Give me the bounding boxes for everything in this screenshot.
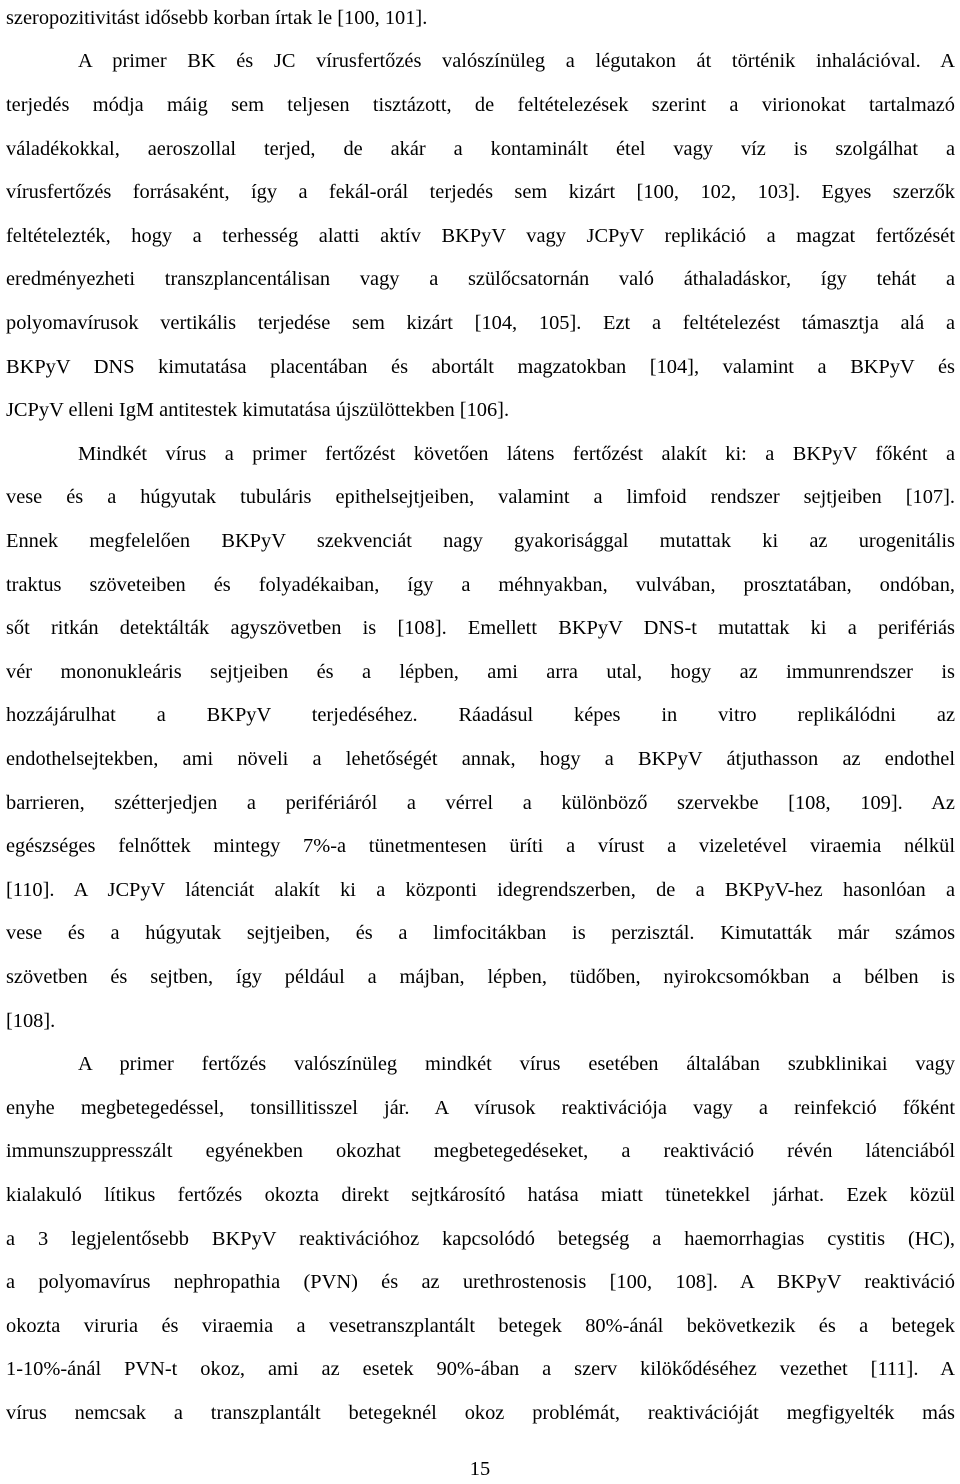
text-line: JCPyV elleni IgM antitestek kimutatása újszülöttekben [106]. (6, 399, 510, 421)
text-line: polyomavírusok vertikális terjedése sem kizárt [104, 105]. Ezt a feltételezést támasztja alá a (6, 312, 955, 334)
text-line: feltételezték, hogy a terhesség alatti aktív BKPyV vagy JCPyV replikáció a magzat fertőzését (6, 225, 955, 247)
text-line: [108]. (6, 1010, 56, 1032)
text-line: vese és a húgyutak sejtjeiben, és a limfocitákban is perzisztál. Kimutatták már számos (6, 922, 955, 944)
text-line: a polyomavírus nephropathia (PVN) és az urethrostenosis [100, 108]. A BKPyV reaktiváció (6, 1271, 955, 1293)
text-line: endothelsejtekben, ami növeli a lehetőségét annak, hogy a BKPyV átjuthasson az endothel (6, 748, 955, 770)
page-number: 15 (469, 1458, 491, 1480)
text-line: a 3 legjelentősebb BKPyV reaktivációhoz kapcsolódó betegség a haemorrhagias cystitis (HC), (6, 1228, 955, 1250)
text-line: BKPyV DNS kimutatása placentában és abortált magzatokban [104], valamint a BKPyV és (6, 356, 955, 378)
text-line: immunszuppresszált egyénekben okozhat megbetegedéseket, a reaktiváció révén látenciából (6, 1140, 955, 1162)
text-line: vírusfertőzés forrásaként, így a fekál-orál terjedés sem kizárt [100, 102, 103]. Egyes szerzők (6, 181, 955, 203)
text-line: traktus szöveteiben és folyadékaiban, így a méhnyakban, vulvában, prosztatában, ondóban, (6, 574, 955, 596)
text-line: enyhe megbetegedéssel, tonsillitisszel jár. A vírusok reaktivációja vagy a reinfekció főként (6, 1097, 955, 1119)
text-line: vér mononukleáris sejtjeiben és a lépben, ami arra utal, hogy az immunrendszer is (6, 661, 955, 683)
text-line: A primer fertőzés valószínüleg mindkét vírus esetében általában szubklinikai vagy (78, 1053, 955, 1075)
text-line: váladékokkal, aeroszollal terjed, de akár a kontaminált étel vagy víz is szolgálhat a (6, 138, 955, 160)
text-line: szövetben és sejtben, így például a májban, lépben, tüdőben, nyirokcsomókban a bélben is (6, 966, 955, 988)
text-line: vese és a húgyutak tubuláris epithelsejtjeiben, valamint a limfoid rendszer sejtjeiben [107]. (6, 486, 955, 508)
text-line: Ennek megfelelően BKPyV szekvenciát nagy gyakorisággal mutattak ki az urogenitális (6, 530, 955, 552)
text-line: 1-10%-ánál PVN-t okoz, ami az esetek 90%-ában a szerv kilökődéséhez vezethet [111]. A (6, 1358, 955, 1380)
text-line: terjedés módja máig sem teljesen tisztázott, de feltételezések szerint a virionokat tartalmazó (6, 94, 955, 116)
text-line: kialakuló lítikus fertőzés okozta direkt sejtkárosító hatása miatt tünetekkel járhat. Ezek közül (6, 1184, 955, 1206)
text-line: egészséges felnőttek mintegy 7%-a tünetmentesen üríti a vírust a vizeletével viraemia nélkül (6, 835, 955, 857)
text-line: hozzájárulhat a BKPyV terjedéséhez. Ráadásul képes in vitro replikálódni az (6, 704, 955, 726)
text-line: szeropozitivitást idősebb korban írtak le [100, 101]. (6, 7, 428, 29)
text-line: Mindkét vírus a primer fertőzést követően látens fertőzést alakít ki: a BKPyV főként a (78, 443, 955, 465)
text-line: okozta viruria és viraemia a vesetranszplantált betegek 80%-ánál bekövetkezik és a betegek (6, 1315, 955, 1337)
text-line: vírus nemcsak a transzplantált betegeknél okoz problémát, reaktivációját megfigyelték más (6, 1402, 955, 1424)
text-line: sőt ritkán detektálták agyszövetben is [108]. Emellett BKPyV DNS-t mutattak ki a perifériás (6, 617, 955, 639)
text-line: eredményezheti transzplancentálisan vagy a szülőcsatornán való áthaladáskor, így tehát a (6, 268, 955, 290)
text-line: barrieren, szétterjedjen a perifériáról a vérrel a különböző szervekbe [108, 109]. Az (6, 792, 955, 814)
text-line: A primer BK és JC vírusfertőzés valószínüleg a légutakon át történik inhalációval. A (78, 50, 955, 72)
text-line: [110]. A JCPyV látenciát alakít ki a központi idegrendszerben, de a BKPyV-hez hasonlóan a (6, 879, 955, 901)
